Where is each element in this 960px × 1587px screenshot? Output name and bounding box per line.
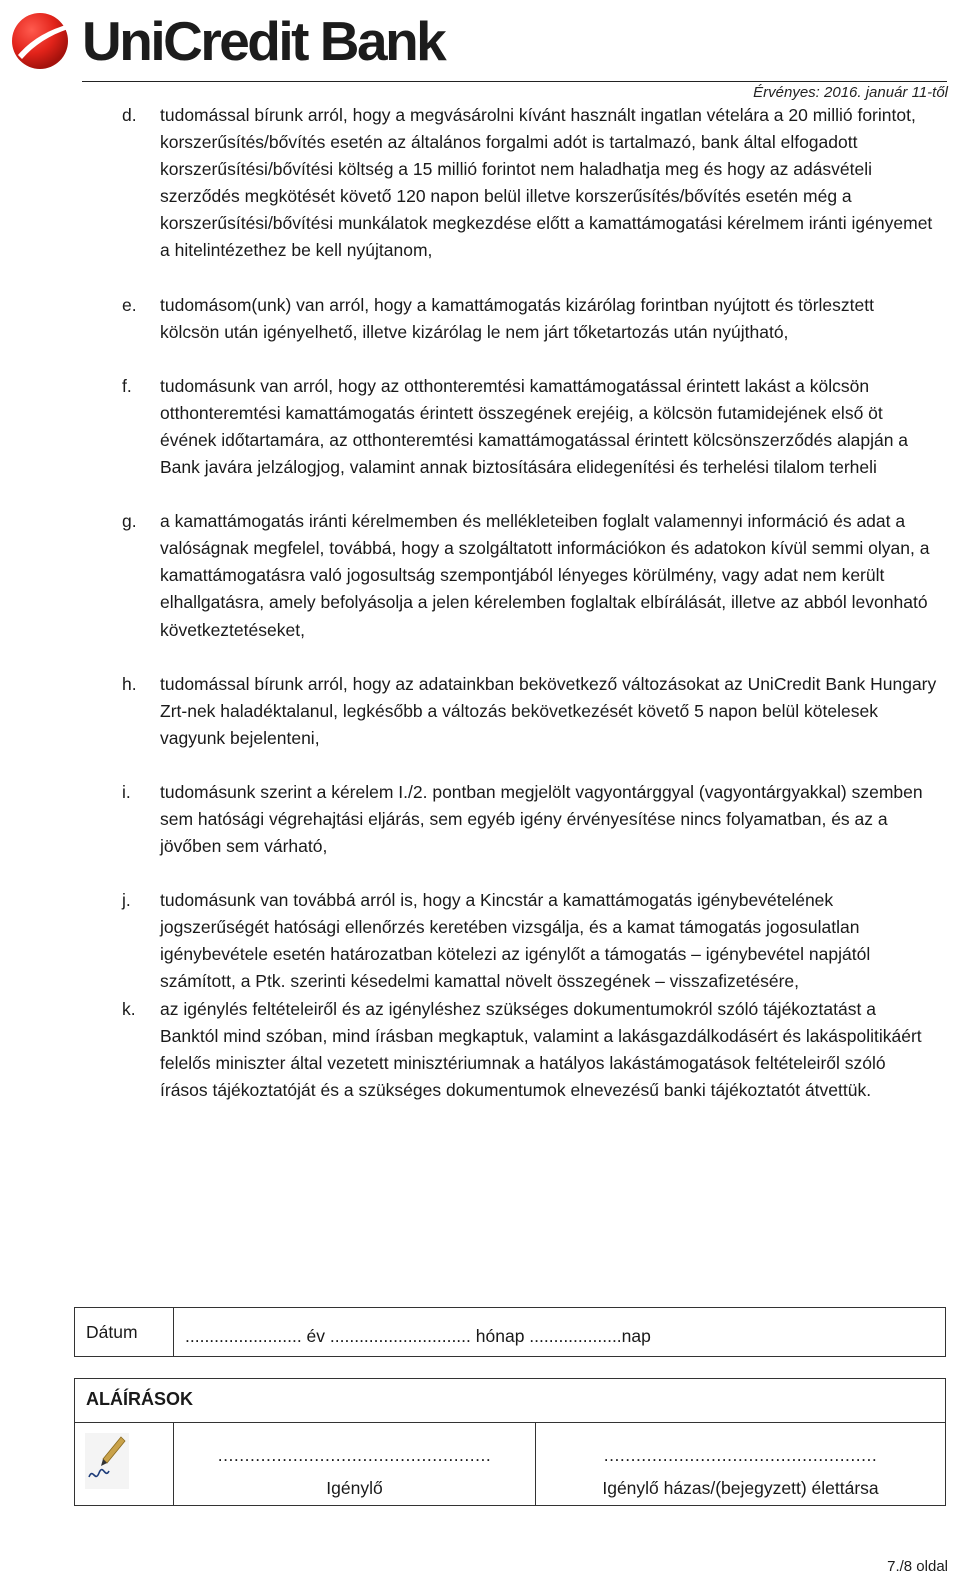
clause-d — [122, 102, 937, 265]
clause-letter: k. — [122, 998, 136, 1019]
clause-text: a kamattámogatás iránti kérelmemben és mellékleteiben foglalt valamennyi információ és adat a valóságnak megfelel, továbbá, hogy a szolgáltatott információkon és adatokon kívül semmi olyan, a kamattámogatásra való jogosultság szempontjából lényeges körülmény, vagy adat nem került elhallgatásra, amely befolyásolja a jelen kérelemben foglaltak elbírálását, illetve az abból levonható következtetéseket, — [160, 511, 930, 640]
clause-text: tudomásom(unk) van arról, hogy a kamattámogatás kizárólag forintban nyújtott és törlesztett kölcsön után igényelhető, illetve kizárólag le nem járt tőketartozás után nyújtható, — [160, 294, 874, 342]
clause-text: tudomással bírunk arról, hogy az adatainkban bekövetkező változásokat az UniCredit Bank Hungary Zrt-nek haladéktalanul, legkésőbb a változás bekövetkezését követő 5 napon belül kötelesek vagyunk bejelenteni, — [160, 673, 937, 748]
clause-text: tudomásunk szerint a kérelem I./2. pontban megjelölt vagyontárggyal (vagyontárgyakkal) szemben sem hatósági végrehajtási eljárás, sem egyéb igény érvényesítése nincs folyamatban, és az a jövőben sem várható, — [160, 781, 923, 857]
clause-letter: f. — [122, 375, 132, 396]
brand-name: UniCredit Bank — [82, 9, 445, 72]
clause-letter: g. — [122, 511, 137, 532]
clause-text: tudomással bírunk arról, hogy a megvásárolni kívánt használt ingatlan vételára a 20 millió forintot, korszerűsítés/bővítés esetén az általános forgalmi adót is tartalmazó, bank által elfogadott korszerűsítési/bővítési költség a 15 millió forintot nem haladhatja meg és hogy az adásvételi szerződés megkötését követő 120 napon belül illetve korszerűsítés/bővítés esetén még a korszerűsítési/bővítési munkálatok megkezdése előtt a kamattámogatási kérelmem iránti igényemet a hitelintézethez be kell nyújtanom, — [160, 105, 933, 261]
unicredit-logo — [10, 10, 444, 72]
applicant-signature-cell — [174, 1423, 536, 1505]
unicredit-sphere-icon — [10, 11, 70, 71]
spouse-label: Igénylő házas/(bejegyzett) élettársa — [602, 1478, 879, 1498]
clause-j — [122, 887, 937, 995]
validity-date: Érvényes: 2016. január 11-től — [753, 84, 948, 101]
spouse-signature-cell — [536, 1423, 945, 1505]
clause-letter: h. — [122, 673, 137, 694]
signature-table — [74, 1378, 946, 1506]
date-table — [74, 1307, 946, 1357]
clause-letter: j. — [122, 890, 131, 911]
header-divider — [82, 81, 947, 82]
spouse-signature-line[interactable]: ................................................... — [603, 1445, 878, 1465]
clause-e — [122, 292, 937, 346]
applicant-label: Igénylő — [326, 1478, 383, 1498]
pen-signature-icon — [85, 1433, 129, 1489]
clause-text: tudomásunk van arról, hogy az otthonteremtési kamattámogatással érintett lakást a kölcsön otthonteremtési kamattámogatás érintett összegének erejéig, a kölcsön futamidejének első öt évének időtartamára, az otthonteremtési kamattámogatással érintett kölcsönszerződés alapján a Bank javára jelzálogjog, valamint annak biztosítására elidegenítési és terhelési tilalom terheli — [160, 375, 909, 478]
applicant-signature-line[interactable]: ................................................... — [217, 1445, 492, 1465]
date-label: Dátum — [75, 1308, 174, 1356]
clause-f — [122, 373, 937, 481]
signature-title: ALÁÍRÁSOK — [75, 1379, 945, 1423]
clause-letter: d. — [122, 105, 137, 125]
clause-list — [122, 102, 937, 1104]
clause-g — [122, 508, 937, 643]
signature-row — [75, 1423, 945, 1505]
clause-text: tudomásunk van továbbá arról is, hogy a Kincstár a kamattámogatás igénybevételének jogszerűségét hatósági ellenőrzés keretében vizsgálja, és a kamat támogatás jogosulatlan igénybevétele esetén határozatban kötelezi az igénylőt a támogatás – igénybevétel napjától számított, a Ptk. szerinti késedelmi kamattal növelt összegének – visszafizetésére, — [160, 890, 871, 992]
clause-k — [122, 996, 937, 1104]
clause-h — [122, 671, 937, 752]
clause-text: az igénylés feltételeiről és az igényléshez szükséges dokumentumokról szóló tájékoztatást a Banktól mind szóban, mind írásban megkaptuk, valamint a lakásgazdálkodásért és lakáspolitikáért felelős miniszter által vezetett minisztériumnak a hatályos lakástámogatások feltételeiről szóló írásos tájékoztatóját és a szükséges dokumentumok elnevezésű banki tájékoztatót átvettük. — [160, 998, 922, 1100]
signature-icon-cell — [75, 1423, 174, 1505]
page-number: 7./8 oldal — [887, 1558, 948, 1575]
clause-letter: e. — [122, 294, 137, 315]
clause-i — [122, 779, 937, 860]
date-field[interactable]: ........................ év ............................. hónap ...................nap — [185, 1326, 651, 1346]
clause-letter: i. — [122, 781, 131, 802]
